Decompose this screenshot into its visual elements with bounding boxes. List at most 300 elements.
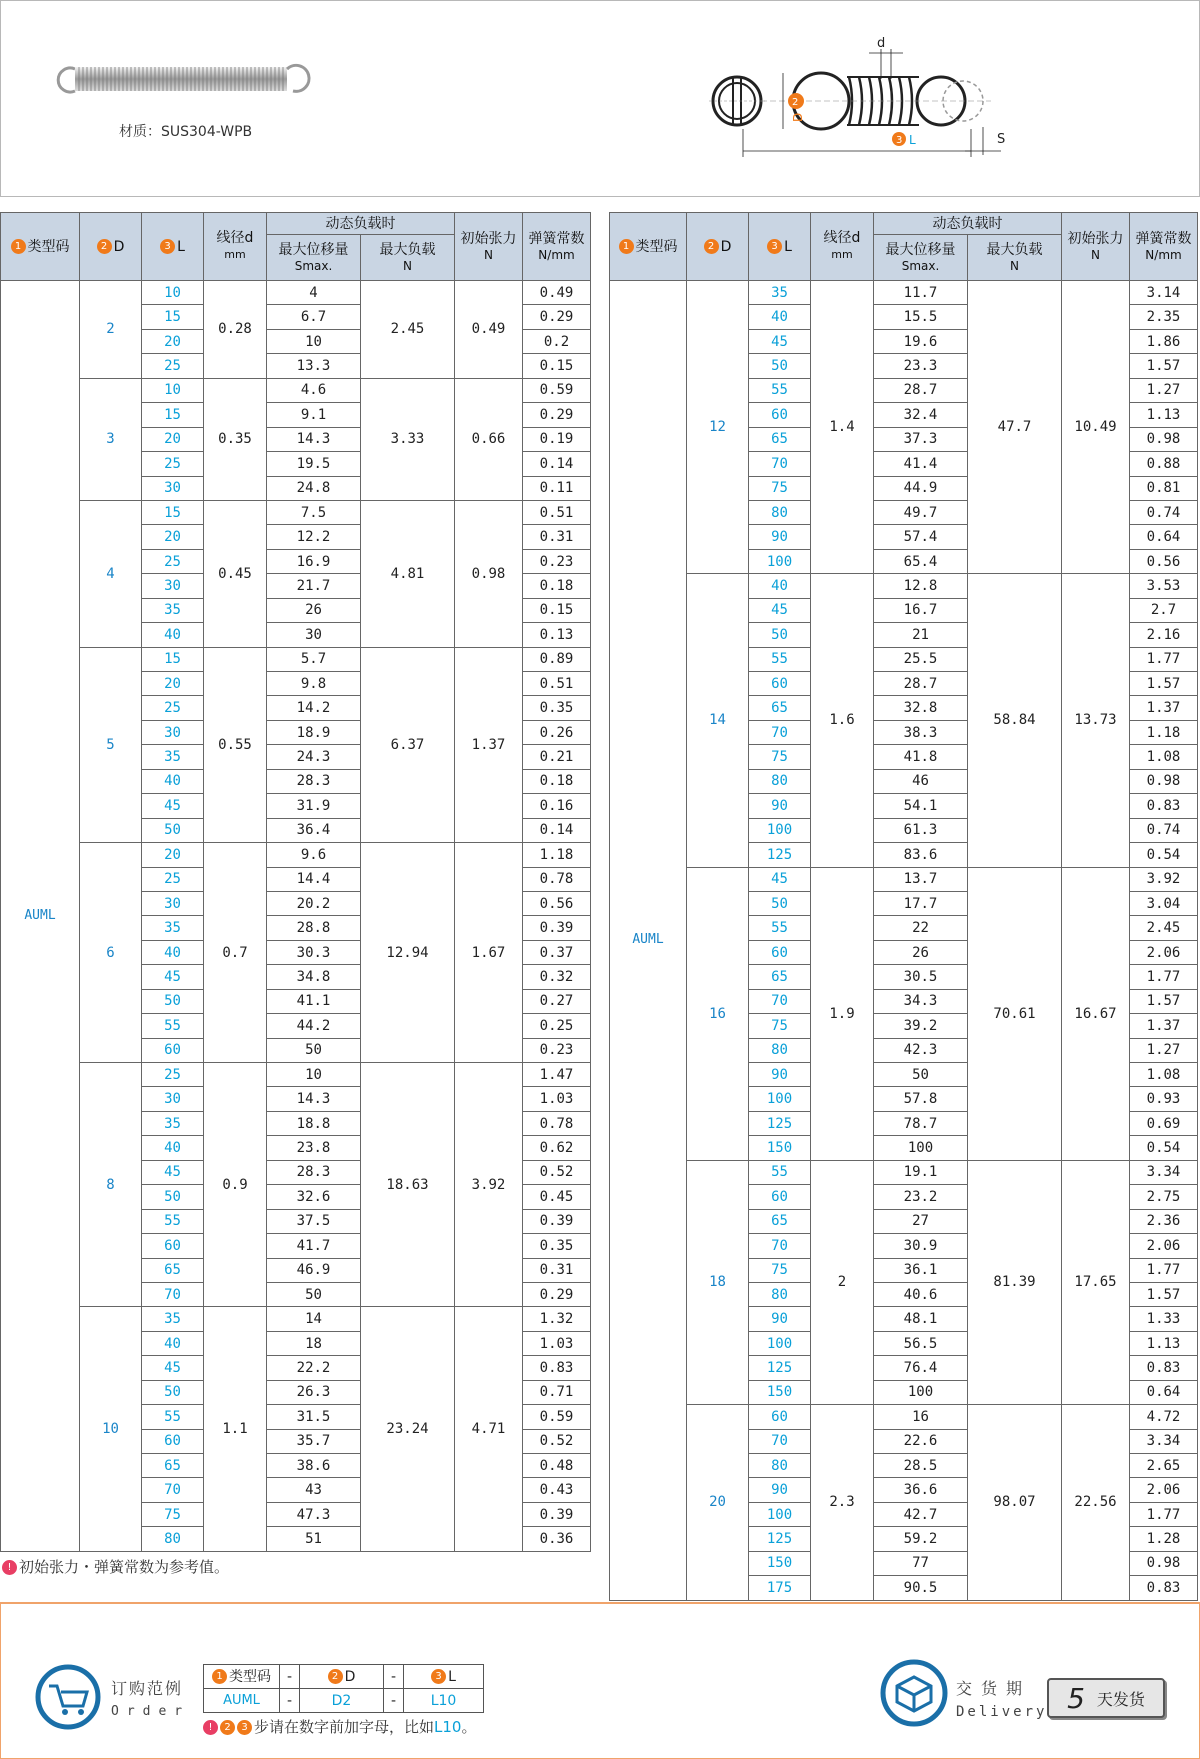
- cell-smax: 35.7: [267, 1429, 361, 1453]
- cell-L: 55: [749, 916, 811, 940]
- cell-L: 25: [142, 696, 204, 720]
- cell-type: AUML: [1, 281, 80, 1552]
- cell-smax: 34.3: [874, 989, 968, 1013]
- cell-maxload: 18.63: [361, 1063, 455, 1307]
- cell-smax: 47.3: [267, 1502, 361, 1526]
- cell-L: 30: [142, 720, 204, 744]
- cell-rate: 1.57: [1130, 989, 1198, 1013]
- cell-init: 0.98: [455, 500, 523, 647]
- cell-L: 65: [142, 1454, 204, 1478]
- cell-wire: 2.3: [811, 1405, 874, 1601]
- cell-L: 70: [749, 989, 811, 1013]
- cell-rate: 1.57: [1130, 1282, 1198, 1306]
- order-head-L: 3 L: [404, 1665, 484, 1689]
- col-wire: 线径d mm: [811, 213, 874, 281]
- cell-smax: 44.9: [874, 476, 968, 500]
- cell-rate: 0.52: [523, 1429, 591, 1453]
- cell-L: 50: [749, 354, 811, 378]
- cell-init: 16.67: [1062, 867, 1130, 1160]
- delivery-box-icon: [879, 1658, 949, 1728]
- cell-L: 65: [749, 427, 811, 451]
- delivery-days-badge: [1047, 1678, 1165, 1718]
- order-example-table: [203, 1664, 484, 1713]
- cell-rate: 0.62: [523, 1136, 591, 1160]
- cell-L: 45: [142, 1160, 204, 1184]
- cell-D: 2: [80, 281, 142, 379]
- cell-rate: 0.11: [523, 476, 591, 500]
- cell-smax: 21: [874, 623, 968, 647]
- cell-L: 60: [749, 403, 811, 427]
- cell-rate: 2.35: [1130, 305, 1198, 329]
- table-row: [610, 1405, 1198, 1429]
- cell-smax: 18.8: [267, 1111, 361, 1135]
- cell-smax: 20.2: [267, 891, 361, 915]
- cell-smax: 15.5: [874, 305, 968, 329]
- spring-photo-icon: [45, 59, 325, 99]
- cell-L: 45: [749, 867, 811, 891]
- cell-L: 60: [142, 1234, 204, 1258]
- col-maxload: 最大负载 N: [361, 235, 455, 281]
- cell-rate: 0.56: [1130, 549, 1198, 573]
- cell-rate: 0.98: [1130, 427, 1198, 451]
- cell-L: 65: [749, 696, 811, 720]
- cell-smax: 77: [874, 1551, 968, 1575]
- cell-L: 50: [142, 989, 204, 1013]
- cell-rate: 1.13: [1130, 1331, 1198, 1355]
- cell-rate: 0.54: [1130, 1136, 1198, 1160]
- cell-rate: 1.77: [1130, 965, 1198, 989]
- cell-rate: 2.06: [1130, 1234, 1198, 1258]
- cell-smax: 32.6: [267, 1185, 361, 1209]
- cell-L: 15: [142, 500, 204, 524]
- cell-rate: 0.13: [523, 623, 591, 647]
- cell-wire: 0.9: [204, 1063, 267, 1307]
- table-row: [610, 1160, 1198, 1184]
- cell-smax: 14: [267, 1307, 361, 1331]
- cell-L: 75: [142, 1502, 204, 1526]
- cell-smax: 50: [267, 1282, 361, 1306]
- cell-L: 25: [142, 549, 204, 573]
- order-value-D: D2: [300, 1689, 384, 1713]
- cell-L: 50: [142, 818, 204, 842]
- cell-L: 80: [142, 1527, 204, 1551]
- col-L: 3 L: [142, 213, 204, 281]
- delivery-days-text: 天发货: [1096, 1689, 1145, 1709]
- cell-rate: 0.64: [1130, 1380, 1198, 1404]
- cell-L: 60: [749, 672, 811, 696]
- cell-rate: 1.33: [1130, 1307, 1198, 1331]
- cell-L: 150: [749, 1136, 811, 1160]
- cell-rate: 0.18: [523, 769, 591, 793]
- cell-L: 125: [749, 1356, 811, 1380]
- cell-L: 15: [142, 647, 204, 671]
- cell-L: 60: [749, 940, 811, 964]
- cell-init: 1.67: [455, 843, 523, 1063]
- cell-L: 25: [142, 452, 204, 476]
- cell-smax: 46: [874, 769, 968, 793]
- cell-smax: 31.9: [267, 794, 361, 818]
- cell-init: 4.71: [455, 1307, 523, 1551]
- cell-smax: 56.5: [874, 1331, 968, 1355]
- cell-L: 40: [142, 940, 204, 964]
- cell-smax: 41.4: [874, 452, 968, 476]
- cell-rate: 0.15: [523, 354, 591, 378]
- cell-L: 75: [749, 1258, 811, 1282]
- cell-L: 90: [749, 1478, 811, 1502]
- cell-smax: 10: [267, 329, 361, 353]
- cell-smax: 50: [267, 1038, 361, 1062]
- cell-rate: 0.59: [523, 1405, 591, 1429]
- cell-L: 60: [749, 1405, 811, 1429]
- cell-L: 65: [749, 965, 811, 989]
- cell-L: 20: [142, 525, 204, 549]
- cell-rate: 1.77: [1130, 1502, 1198, 1526]
- col-wire: 线径d mm: [204, 213, 267, 281]
- cell-smax: 28.7: [874, 378, 968, 402]
- cell-L: 100: [749, 1502, 811, 1526]
- cell-wire: 1.9: [811, 867, 874, 1160]
- cell-smax: 30.9: [874, 1234, 968, 1258]
- cell-L: 50: [749, 623, 811, 647]
- cell-init: 0.66: [455, 378, 523, 500]
- cell-rate: 1.47: [523, 1063, 591, 1087]
- cell-smax: 11.7: [874, 281, 968, 305]
- cell-rate: 1.37: [1130, 696, 1198, 720]
- cell-L: 35: [142, 1307, 204, 1331]
- cell-rate: 0.89: [523, 647, 591, 671]
- cell-L: 90: [749, 794, 811, 818]
- cell-rate: 0.59: [523, 378, 591, 402]
- cell-D: 4: [80, 500, 142, 647]
- cell-L: 45: [749, 329, 811, 353]
- cell-smax: 12.2: [267, 525, 361, 549]
- cell-rate: 1.08: [1130, 745, 1198, 769]
- cell-rate: 0.51: [523, 672, 591, 696]
- dim-num-3: 3: [896, 135, 903, 146]
- cell-D: 6: [80, 843, 142, 1063]
- cell-L: 30: [142, 476, 204, 500]
- spec-table-left: [0, 212, 591, 1552]
- cell-maxload: 70.61: [968, 867, 1062, 1160]
- cell-L: 55: [749, 1160, 811, 1184]
- cell-wire: 0.45: [204, 500, 267, 647]
- cell-D: 8: [80, 1063, 142, 1307]
- cell-smax: 100: [874, 1136, 968, 1160]
- cell-smax: 22.6: [874, 1429, 968, 1453]
- cell-L: 20: [142, 672, 204, 696]
- cell-smax: 50: [874, 1063, 968, 1087]
- cell-rate: 2.75: [1130, 1185, 1198, 1209]
- cell-rate: 0.93: [1130, 1087, 1198, 1111]
- dim-num-2: 2: [792, 97, 799, 108]
- cell-rate: 0.51: [523, 500, 591, 524]
- order-dash: -: [280, 1689, 300, 1713]
- cell-smax: 57.8: [874, 1087, 968, 1111]
- cell-smax: 14.4: [267, 867, 361, 891]
- cell-rate: 2.06: [1130, 1478, 1198, 1502]
- cell-rate: 0.26: [523, 720, 591, 744]
- order-value-L: L10: [404, 1689, 484, 1713]
- cell-smax: 59.2: [874, 1527, 968, 1551]
- cell-smax: 57.4: [874, 525, 968, 549]
- cell-init: 0.49: [455, 281, 523, 379]
- cell-L: 35: [142, 598, 204, 622]
- cell-smax: 27: [874, 1209, 968, 1233]
- cell-rate: 0.31: [523, 525, 591, 549]
- col-L: 3 L: [749, 213, 811, 281]
- cell-rate: 0.98: [1130, 1551, 1198, 1575]
- cell-L: 25: [142, 1063, 204, 1087]
- cell-rate: 0.32: [523, 965, 591, 989]
- cell-D: 10: [80, 1307, 142, 1551]
- cell-smax: 30: [267, 623, 361, 647]
- cell-L: 40: [749, 305, 811, 329]
- cell-rate: 0.56: [523, 891, 591, 915]
- cell-rate: 0.52: [523, 1160, 591, 1184]
- cell-L: 50: [142, 1185, 204, 1209]
- col-rate: 弹簧常数 N/mm: [1130, 213, 1198, 281]
- cell-smax: 25.5: [874, 647, 968, 671]
- cell-rate: 0.45: [523, 1185, 591, 1209]
- dim-S-label: S: [997, 132, 1006, 147]
- cell-L: 70: [749, 1234, 811, 1258]
- cart-icon: [35, 1664, 101, 1730]
- cell-L: 150: [749, 1551, 811, 1575]
- cell-L: 65: [749, 1209, 811, 1233]
- cell-smax: 32.4: [874, 403, 968, 427]
- cell-maxload: 6.37: [361, 647, 455, 843]
- cell-rate: 0.83: [1130, 794, 1198, 818]
- delivery-days-number: 5: [1067, 1681, 1085, 1715]
- cell-maxload: 4.81: [361, 500, 455, 647]
- cell-rate: 0.83: [1130, 1356, 1198, 1380]
- cell-wire: 0.35: [204, 378, 267, 500]
- col-type: 1 类型码: [1, 213, 80, 281]
- cell-smax: 4.6: [267, 378, 361, 402]
- cell-init: 3.92: [455, 1063, 523, 1307]
- cell-maxload: 3.33: [361, 378, 455, 500]
- cell-smax: 14.3: [267, 427, 361, 451]
- cell-L: 10: [142, 281, 204, 305]
- cell-rate: 1.18: [1130, 720, 1198, 744]
- cell-rate: 0.71: [523, 1380, 591, 1404]
- cell-rate: 0.25: [523, 1014, 591, 1038]
- cell-wire: 1.4: [811, 281, 874, 574]
- cell-rate: 1.18: [523, 843, 591, 867]
- cell-smax: 19.6: [874, 329, 968, 353]
- cell-smax: 40.6: [874, 1282, 968, 1306]
- cell-L: 55: [142, 1014, 204, 1038]
- table-row: [1, 1307, 591, 1331]
- cell-smax: 28.3: [267, 769, 361, 793]
- cell-smax: 65.4: [874, 549, 968, 573]
- order-note: ! 2 3 步请在数字前加字母，比如L10。: [203, 1716, 476, 1737]
- cell-rate: 0.98: [1130, 769, 1198, 793]
- cell-L: 90: [749, 525, 811, 549]
- cell-smax: 16.7: [874, 598, 968, 622]
- cell-L: 35: [142, 1111, 204, 1135]
- cell-rate: 1.77: [1130, 1258, 1198, 1282]
- cell-L: 80: [749, 769, 811, 793]
- cell-init: 10.49: [1062, 281, 1130, 574]
- cell-rate: 0.29: [523, 305, 591, 329]
- order-dash: -: [280, 1665, 300, 1689]
- cell-rate: 0.21: [523, 745, 591, 769]
- cell-rate: 1.08: [1130, 1063, 1198, 1087]
- cell-rate: 0.78: [523, 867, 591, 891]
- cell-smax: 38.3: [874, 720, 968, 744]
- cell-smax: 28.5: [874, 1454, 968, 1478]
- cell-smax: 26.3: [267, 1380, 361, 1404]
- cell-smax: 49.7: [874, 500, 968, 524]
- cell-rate: 3.34: [1130, 1429, 1198, 1453]
- cell-rate: 0.81: [1130, 476, 1198, 500]
- cell-smax: 54.1: [874, 794, 968, 818]
- cell-smax: 76.4: [874, 1356, 968, 1380]
- cell-rate: 2.36: [1130, 1209, 1198, 1233]
- cell-L: 75: [749, 1014, 811, 1038]
- cell-smax: 30.5: [874, 965, 968, 989]
- cell-rate: 0.48: [523, 1454, 591, 1478]
- cell-rate: 0.31: [523, 1258, 591, 1282]
- cell-L: 75: [749, 476, 811, 500]
- cell-rate: 0.37: [523, 940, 591, 964]
- cell-rate: 0.29: [523, 1282, 591, 1306]
- cell-rate: 0.18: [523, 574, 591, 598]
- cell-L: 100: [749, 1087, 811, 1111]
- cell-smax: 7.5: [267, 500, 361, 524]
- col-smax: 最大位移量 Smax.: [267, 235, 361, 281]
- cell-rate: 0.19: [523, 427, 591, 451]
- cell-smax: 42.7: [874, 1502, 968, 1526]
- col-type: 1 类型码: [610, 213, 687, 281]
- table-row: [1, 843, 591, 867]
- cell-smax: 18.9: [267, 720, 361, 744]
- cell-smax: 43: [267, 1478, 361, 1502]
- cell-rate: 1.57: [1130, 672, 1198, 696]
- cell-init: 17.65: [1062, 1160, 1130, 1404]
- cell-L: 70: [749, 1429, 811, 1453]
- cell-L: 80: [749, 500, 811, 524]
- cell-smax: 78.7: [874, 1111, 968, 1135]
- cell-rate: 1.37: [1130, 1014, 1198, 1038]
- cell-rate: 0.36: [523, 1527, 591, 1551]
- cell-L: 45: [142, 794, 204, 818]
- delivery-label-en: Delivery: [956, 1704, 1048, 1720]
- cell-L: 35: [142, 916, 204, 940]
- cell-smax: 41.7: [267, 1234, 361, 1258]
- cell-smax: 26: [267, 598, 361, 622]
- cell-smax: 5.7: [267, 647, 361, 671]
- cell-smax: 17.7: [874, 891, 968, 915]
- cell-smax: 37.5: [267, 1209, 361, 1233]
- cell-rate: 1.86: [1130, 329, 1198, 353]
- cell-D: 3: [80, 378, 142, 500]
- cell-init: 1.37: [455, 647, 523, 843]
- cell-rate: 0.14: [523, 452, 591, 476]
- cell-rate: 0.35: [523, 696, 591, 720]
- cell-smax: 36.1: [874, 1258, 968, 1282]
- dim-L-label: L: [909, 133, 916, 147]
- cell-L: 15: [142, 305, 204, 329]
- cell-smax: 22: [874, 916, 968, 940]
- cell-L: 45: [749, 598, 811, 622]
- delivery-label: 交货期: [956, 1679, 1032, 1698]
- cell-smax: 28.3: [267, 1160, 361, 1184]
- cell-maxload: 12.94: [361, 843, 455, 1063]
- cell-rate: 1.32: [523, 1307, 591, 1331]
- cell-L: 40: [142, 623, 204, 647]
- cell-maxload: 47.7: [968, 281, 1062, 574]
- table-row: [1, 647, 591, 671]
- order-head-D: 2 D: [300, 1665, 384, 1689]
- cell-smax: 14.2: [267, 696, 361, 720]
- cell-rate: 1.27: [1130, 378, 1198, 402]
- col-maxload: 最大负载 N: [968, 235, 1062, 281]
- product-header: [0, 0, 1200, 197]
- cell-D: 16: [687, 867, 749, 1160]
- cell-smax: 12.8: [874, 574, 968, 598]
- cell-wire: 1.1: [204, 1307, 267, 1551]
- cell-smax: 16: [874, 1405, 968, 1429]
- cell-rate: 0.23: [523, 1038, 591, 1062]
- cell-L: 30: [142, 1087, 204, 1111]
- cell-rate: 0.39: [523, 1209, 591, 1233]
- cell-rate: 0.2: [523, 329, 591, 353]
- cell-smax: 9.6: [267, 843, 361, 867]
- cell-L: 100: [749, 549, 811, 573]
- cell-rate: 0.88: [1130, 452, 1198, 476]
- cell-L: 50: [749, 891, 811, 915]
- cell-L: 45: [142, 965, 204, 989]
- cell-L: 125: [749, 1111, 811, 1135]
- cell-L: 55: [749, 378, 811, 402]
- cell-rate: 0.43: [523, 1478, 591, 1502]
- cell-rate: 1.28: [1130, 1527, 1198, 1551]
- cell-smax: 24.3: [267, 745, 361, 769]
- cell-D: 20: [687, 1405, 749, 1601]
- cell-rate: 0.64: [1130, 525, 1198, 549]
- cell-smax: 38.6: [267, 1454, 361, 1478]
- cell-L: 25: [142, 867, 204, 891]
- cell-rate: 0.23: [523, 549, 591, 573]
- cell-L: 70: [749, 720, 811, 744]
- cell-smax: 4: [267, 281, 361, 305]
- cell-smax: 24.8: [267, 476, 361, 500]
- cell-L: 150: [749, 1380, 811, 1404]
- dim-D-label: D: [791, 112, 805, 122]
- cell-rate: 1.77: [1130, 647, 1198, 671]
- spec-table-right: [609, 212, 1198, 1601]
- cell-smax: 6.7: [267, 305, 361, 329]
- cell-type: AUML: [610, 281, 687, 1601]
- cell-wire: 1.6: [811, 574, 874, 867]
- cell-L: 20: [142, 427, 204, 451]
- cell-D: 14: [687, 574, 749, 867]
- cell-maxload: 58.84: [968, 574, 1062, 867]
- table-row: [1, 281, 591, 305]
- cell-L: 45: [142, 1356, 204, 1380]
- col-dynamic: 动态负载时: [874, 213, 1062, 235]
- cell-rate: 0.35: [523, 1234, 591, 1258]
- order-section: [0, 1602, 1200, 1759]
- cell-smax: 18: [267, 1331, 361, 1355]
- cell-smax: 39.2: [874, 1014, 968, 1038]
- cell-rate: 0.39: [523, 916, 591, 940]
- cell-L: 40: [142, 1331, 204, 1355]
- cell-smax: 32.8: [874, 696, 968, 720]
- cell-L: 90: [749, 1307, 811, 1331]
